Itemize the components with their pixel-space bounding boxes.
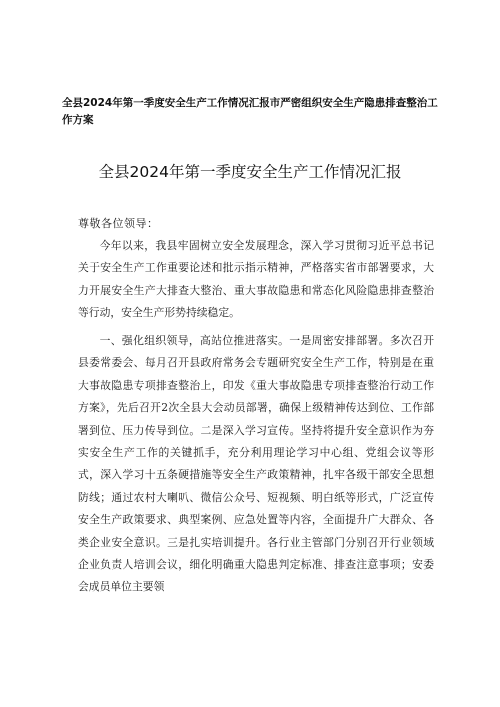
document-title: 全县2024年第一季度安全生产工作情况汇报 bbox=[98, 163, 402, 181]
body-paragraph-intro: 今年以来，我县牢固树立安全发展理念，深入学习贯彻习近平总书记关于安全生产工作重要论述和批示指示精神，严格落实省市部署要求，大力开展安全生产大排查大整治、重大事故隐患和常态化风险隐患排查整治等行动，安全生产形势持续稳定。 bbox=[78, 239, 434, 320]
document-header: 全县2024年第一季度安全生产工作情况汇报市严密组织安全生产隐患排查整治工作方案 bbox=[62, 97, 438, 126]
body-paragraph-section-1: 一、强化组织领导，高站位推进落实。一是周密安排部署。多次召开县委常委会、每月召开县政府常务会专题研究安全生产工作，特别是在重大事故隐患专项排查整治上，印发《重大事故隐患专项排查整治行动工作方案》，先后召开2次全县大会动员部署，确保上级精神传达到位、工作部署到位、压力传导到位。二是深入学习宣传。坚持将提升安全意识作为夯实安全生产工作的关键抓手，充分利用理论学习中心组、党组会议等形式，深入学习十五条硬措施等安全生产政策精神，扎牢各级干部安全思想防线；通过农村大喇叭、微信公众号、短视频、明白纸等形式，广泛宣传安全生产政策要求、典型案例、应急处置等内容，全面提升广大群众、各类企业安全意识。三是扎实培训提升。各行业主管部门分别召开行业领域企业负责人培训会议，细化明确重大隐患判定标准、排查注意事项；安委会成员单位主要领 bbox=[78, 334, 434, 594]
salutation: 尊敬各位领导： bbox=[78, 217, 159, 230]
